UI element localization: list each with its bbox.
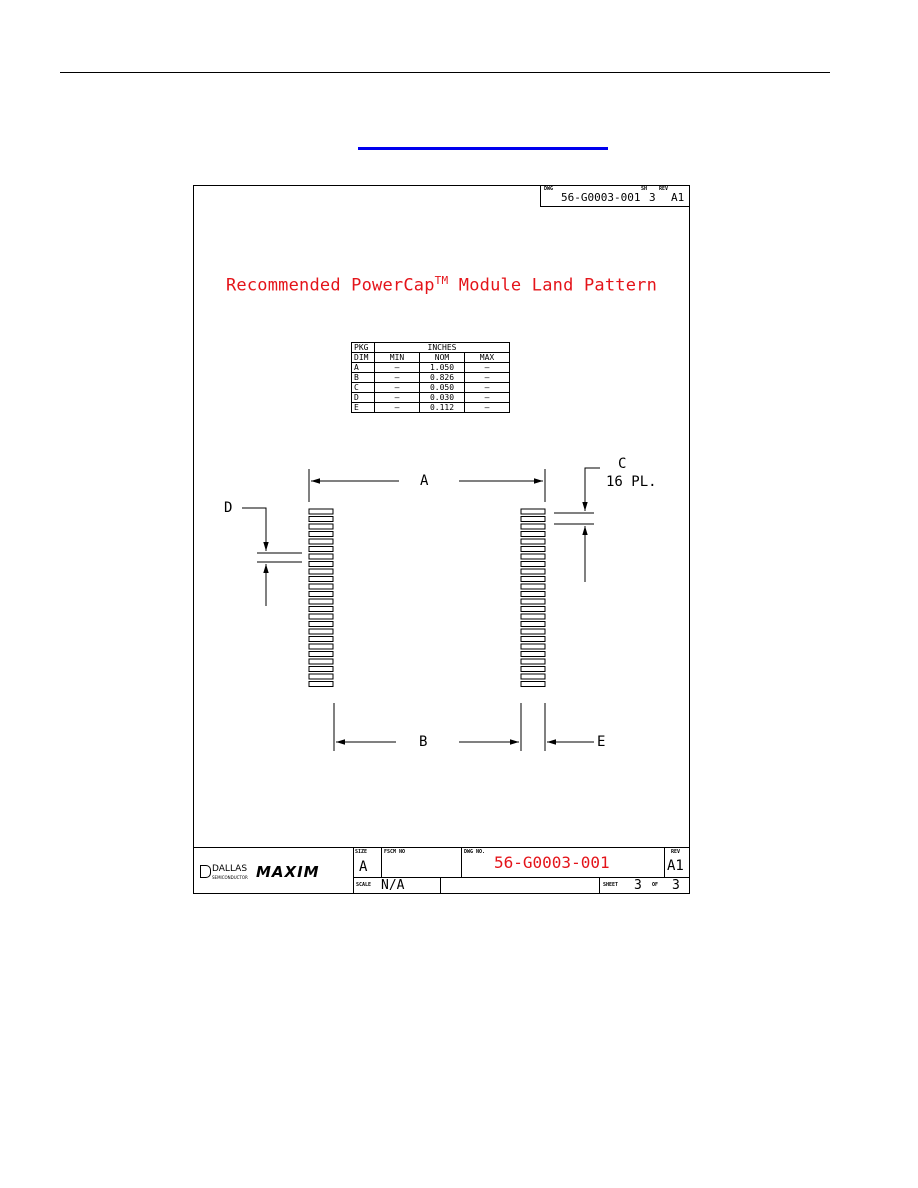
size-cell: SIZE A bbox=[353, 848, 382, 877]
land-pad bbox=[309, 584, 333, 589]
dwg-no-value: 56-G0003-001 bbox=[494, 853, 610, 872]
land-pad bbox=[521, 644, 545, 649]
land-pad bbox=[309, 532, 333, 537]
land-pad bbox=[521, 607, 545, 612]
right-pad-column bbox=[521, 509, 545, 687]
revision: A1 bbox=[671, 191, 685, 204]
land-pad bbox=[309, 509, 333, 514]
scale-value: N/A bbox=[381, 878, 405, 893]
rev-cell: REV A1 bbox=[667, 849, 684, 874]
col-max: MAX bbox=[465, 353, 510, 363]
fscm-cell: FSCM NO bbox=[382, 848, 462, 877]
land-pad bbox=[309, 524, 333, 529]
land-pad bbox=[521, 569, 545, 574]
table-row: A — 1.050 — bbox=[352, 363, 510, 373]
company-dallas: DALLAS bbox=[212, 864, 248, 874]
dwg-label: DWG bbox=[544, 186, 554, 192]
land-pad bbox=[521, 614, 545, 619]
land-pad bbox=[309, 554, 333, 559]
land-pad bbox=[521, 539, 545, 544]
land-pad bbox=[309, 682, 333, 687]
company-dallas-sub: SEMICONDUCTOR bbox=[212, 875, 248, 880]
land-pad bbox=[309, 652, 333, 657]
label-c: C bbox=[618, 456, 627, 472]
dim-label: DIM bbox=[352, 353, 375, 363]
land-pattern-diagram bbox=[194, 186, 689, 846]
rev-value: A1 bbox=[667, 858, 684, 874]
drawing-sheet bbox=[193, 185, 690, 894]
land-pad bbox=[309, 607, 333, 612]
title-block bbox=[194, 847, 689, 893]
dallas-logo-icon bbox=[200, 865, 211, 878]
rev-label: REV bbox=[659, 186, 669, 192]
sheet-cell: SHEET 3 OF 3 bbox=[599, 878, 691, 894]
of-value: 3 bbox=[672, 878, 680, 893]
label-e: E bbox=[597, 734, 606, 750]
land-pad bbox=[309, 629, 333, 634]
logo-area bbox=[194, 848, 354, 893]
land-pad bbox=[521, 682, 545, 687]
label-c-note: 16 PL. bbox=[606, 474, 657, 490]
land-pad bbox=[309, 667, 333, 672]
land-pad bbox=[521, 599, 545, 604]
land-pad bbox=[309, 569, 333, 574]
left-pad-column bbox=[309, 509, 333, 687]
sheet-value: 3 bbox=[634, 878, 642, 893]
dwg-no-cell: DWG NO. 56-G0003-001 bbox=[462, 848, 665, 877]
land-pad bbox=[309, 562, 333, 567]
scale-cell: SCALE N/A bbox=[353, 878, 441, 894]
land-pad bbox=[309, 614, 333, 619]
dimension-b-e bbox=[334, 703, 594, 751]
land-pad bbox=[521, 532, 545, 537]
land-pad bbox=[521, 517, 545, 522]
hyperlink-underline[interactable] bbox=[358, 147, 608, 150]
col-nom: NOM bbox=[420, 353, 465, 363]
label-b: B bbox=[419, 734, 428, 750]
land-pad bbox=[521, 509, 545, 514]
table-row: C — 0.050 — bbox=[352, 383, 510, 393]
label-a: A bbox=[420, 473, 429, 489]
land-pad bbox=[521, 652, 545, 657]
land-pad bbox=[521, 577, 545, 582]
land-pad bbox=[309, 547, 333, 552]
land-pad bbox=[521, 592, 545, 597]
col-min: MIN bbox=[375, 353, 420, 363]
land-pad bbox=[521, 629, 545, 634]
land-pad bbox=[309, 622, 333, 627]
drawing-title: Recommended PowerCap™ Module Land Pattern bbox=[225, 274, 658, 296]
land-pad bbox=[521, 622, 545, 627]
pkg-label: PKG bbox=[352, 343, 375, 353]
land-pad bbox=[521, 554, 545, 559]
land-pad bbox=[521, 547, 545, 552]
dimension-d bbox=[242, 508, 302, 606]
sheet-short: 3 bbox=[649, 191, 656, 204]
land-pad bbox=[309, 539, 333, 544]
land-pad bbox=[521, 659, 545, 664]
land-pad bbox=[309, 644, 333, 649]
land-pad bbox=[309, 637, 333, 642]
land-pad bbox=[521, 674, 545, 679]
land-pad bbox=[521, 524, 545, 529]
dwg-number: 56-G0003-001 bbox=[561, 191, 641, 204]
land-pad bbox=[521, 584, 545, 589]
land-pad bbox=[309, 517, 333, 522]
company-maxim: MAXIM bbox=[256, 863, 320, 881]
land-pad bbox=[521, 637, 545, 642]
land-pad bbox=[309, 577, 333, 582]
table-row: D — 0.030 — bbox=[352, 393, 510, 403]
dimension-c bbox=[554, 468, 600, 582]
label-d: D bbox=[224, 500, 233, 516]
land-pad bbox=[309, 592, 333, 597]
header-rule bbox=[60, 72, 830, 73]
land-pad bbox=[521, 562, 545, 567]
units-label: INCHES bbox=[375, 343, 510, 353]
table-row: E — 0.112 — bbox=[352, 403, 510, 413]
land-pad bbox=[309, 674, 333, 679]
land-pad bbox=[521, 667, 545, 672]
size-value: A bbox=[359, 859, 368, 875]
sh-label: SH bbox=[641, 186, 648, 192]
table-row: B — 0.826 — bbox=[352, 373, 510, 383]
land-pad bbox=[309, 599, 333, 604]
land-pad bbox=[309, 659, 333, 664]
